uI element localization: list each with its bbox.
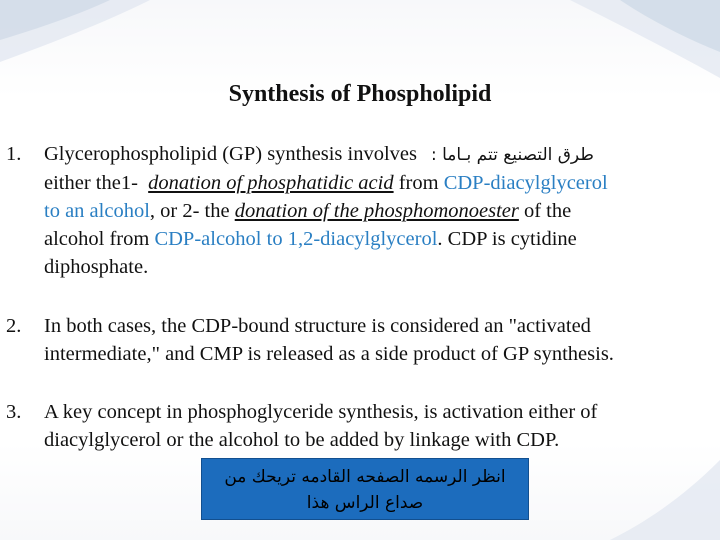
highlight-to-an-alcohol: to an alcohol [44,200,150,222]
item3-line-2: diacylglycerol or the alcohol to be added by linkage with CDP. [44,429,560,451]
text-fragment: either the1- [44,172,138,194]
text-fragment: of the [518,200,572,222]
list-number: 2. [6,315,22,337]
item3-line-1: A key concept in phosphoglyceride synthesis, is activation either of [44,401,598,423]
highlight-cdp-alcohol: CDP-alcohol to 1,2-diacylglycerol [154,228,438,250]
item1-line-5: diphosphate. [44,256,149,278]
note-line-2: صداع الراس هذا [306,493,424,513]
text-fragment: alcohol from [44,228,155,250]
list-item-1 [6,140,720,281]
list-item-2 [6,312,720,368]
decorative-corner-top-left [0,0,150,70]
decorative-corner-bottom-right [580,460,720,540]
decorative-corner-top-right [550,0,720,80]
item1-line-2 [44,169,720,197]
item1-line-4 [44,225,720,253]
item1-line-3 [44,197,720,225]
slide-title [0,80,720,108]
list-number: 1. [6,143,22,165]
item2-line-2: intermediate," and CMP is released as a side product of GP synthesis. [44,343,614,365]
arabic-inline-note: طرق التصنيع تتم بـاما : [430,145,594,165]
text-fragment: . CDP is cytidine [437,228,577,250]
list-item-3 [6,398,720,454]
slide-title-text: Synthesis of Phospholipid [228,81,492,107]
item1-intro-text: Glycerophospholipid (GP) synthesis involves [44,143,417,165]
note-line-1: انظر الرسمه الصفحه القادمه تريحك من [224,467,506,487]
text-fragment: , or 2- the [149,200,235,222]
item1-line-1 [44,140,720,169]
arabic-note-box [201,458,529,520]
list-number: 3. [6,401,22,423]
item2-line-1: In both cases, the CDP-bound structure is considered an "activated [44,315,591,337]
text-fragment: from [393,172,444,194]
emphasis-phosphatidic-acid: donation of phosphatidic acid [148,172,394,194]
emphasis-phosphomonoester: donation of the phosphomonoester [234,200,519,222]
highlight-cdp-diacylglycerol: CDP-diacylglycerol [443,172,608,194]
